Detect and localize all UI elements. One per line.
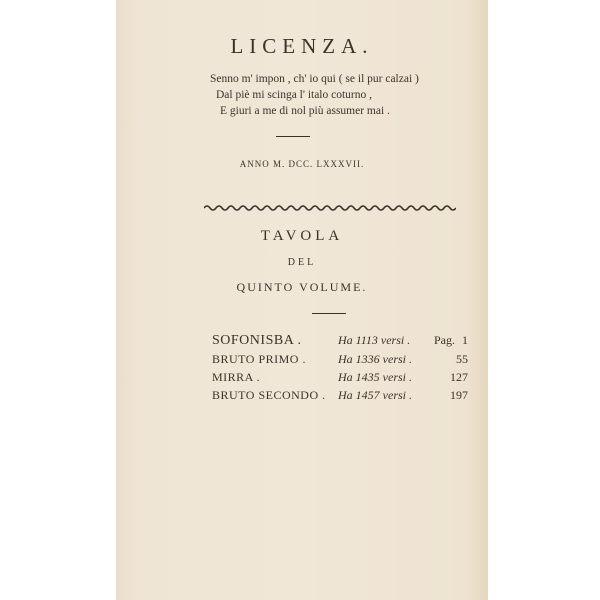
divider-rule: [312, 313, 346, 314]
page-number: 197: [450, 388, 468, 402]
del-heading: DEL: [287, 257, 317, 268]
play-title: BRUTO PRIMO .: [212, 352, 306, 366]
volume-heading: QUINTO VOLUME.: [236, 280, 368, 294]
page-number: 127: [450, 370, 468, 384]
verse-count: Ha 1336 versi .: [338, 352, 412, 366]
page-number: 1: [462, 333, 468, 347]
verse-count: Ha 1435 versi .: [338, 370, 412, 384]
page-number: 55: [456, 352, 468, 366]
contents-row: [116, 370, 488, 386]
divider-rule: [276, 136, 310, 137]
verse-line-1: Senno m' impon , ch' io qui ( se il pur calzai ): [210, 73, 419, 85]
page-label: Pag.: [434, 333, 455, 347]
contents-row: [116, 352, 488, 368]
book-page: [116, 0, 488, 600]
verse-count: Ha 1457 versi .: [338, 388, 412, 402]
year-line: ANNO M. DCC. LXXXVII.: [239, 159, 365, 169]
play-title: MIRRA .: [212, 370, 261, 384]
play-title: BRUTO SECONDO .: [212, 388, 326, 402]
verse-count: Ha 1113 versi .: [338, 333, 411, 347]
tavola-heading: TAVOLA: [260, 228, 344, 244]
contents-row: [116, 388, 488, 404]
contents-row: [116, 333, 488, 349]
verse-line-3: E giuri a me di nol più assumer mai .: [220, 105, 390, 117]
play-title: SOFONISBA .: [212, 333, 302, 348]
licenza-title: LICENZA.: [230, 34, 374, 58]
verse-line-2: Dal piè mi scinga l' italo coturno ,: [216, 89, 373, 101]
ornamental-wavy-rule: [204, 203, 456, 213]
